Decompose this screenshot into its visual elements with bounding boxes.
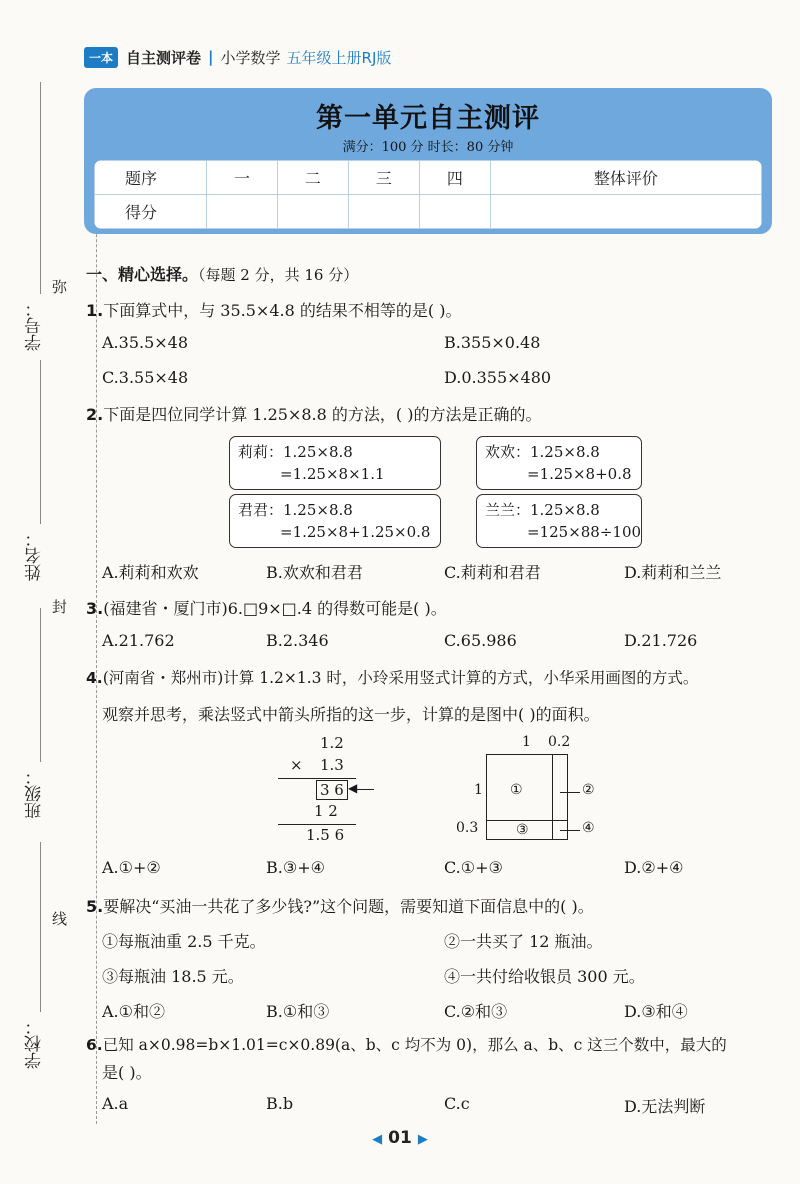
calc-line: 莉莉：1.25×8.8 [238, 443, 353, 461]
calc-line: =125×88÷100 [527, 523, 642, 541]
height-label-2: 0.3 [456, 820, 479, 836]
vertical-divider [552, 754, 553, 840]
header-divider: | [208, 48, 214, 66]
series-name: 自主测评卷 [126, 48, 202, 67]
row-header-cell: 题序 [95, 161, 207, 195]
seal-char-3: 线 [52, 910, 68, 928]
option-c[interactable]: C.莉莉和君君 [444, 563, 541, 582]
question-text: 要解决“买油一共花了多少钱?”这个问题，需要知道下面信息中的( )。 [103, 897, 594, 916]
calc-box-huanhuan [476, 436, 642, 490]
col-header: 整体评价 [490, 161, 761, 195]
question-number: 1. [86, 301, 104, 320]
calc-line: 欢欢：1.25×8.8 [485, 443, 600, 461]
option-d[interactable]: D.②+④ [624, 858, 684, 877]
question-number: 5. [86, 897, 104, 916]
rule-line [278, 824, 356, 825]
area-figure [456, 734, 616, 850]
product: 1.5 6 [306, 826, 345, 844]
option-a[interactable]: A.35.5×48 [102, 333, 189, 352]
name-line [40, 360, 41, 524]
option-b[interactable]: B.①和③ [266, 1002, 330, 1021]
option-b[interactable]: B.③+④ [266, 858, 325, 877]
score-table [94, 160, 762, 229]
score-table-score-row [95, 195, 762, 229]
multiplicand: 1.2 [320, 734, 344, 752]
calc-box-lanlan [476, 494, 642, 548]
option-a[interactable]: A.莉莉和欢欢 [102, 563, 199, 582]
question-6 [86, 1033, 727, 1055]
col-header: 一 [207, 161, 278, 195]
option-c[interactable]: C.65.986 [444, 631, 517, 650]
width-label-2: 0.2 [548, 734, 571, 750]
pointer-line-2 [560, 792, 580, 793]
info-2: ②一共买了 12 瓶油。 [444, 932, 603, 951]
section-title: 一、精心选择。 [86, 265, 199, 284]
page-number: 01 [388, 1128, 412, 1148]
calc-box-junjun [229, 494, 441, 548]
section-note: （每题 2 分，共 16 分） [198, 266, 359, 284]
question-number: 4. [86, 669, 103, 687]
option-d[interactable]: D.③和④ [624, 1002, 688, 1021]
info-1: ①每瓶油重 2.5 千克。 [102, 932, 266, 951]
times-sign: × [290, 756, 303, 774]
question-1 [86, 298, 461, 321]
option-a[interactable]: A.①和② [102, 1002, 165, 1021]
option-a[interactable]: A.a [102, 1094, 129, 1113]
option-a[interactable]: A.21.762 [102, 631, 175, 650]
horizontal-divider [486, 820, 568, 821]
option-b[interactable]: B.欢欢和君君 [266, 563, 363, 582]
score-cell[interactable] [490, 195, 761, 229]
score-table-header-row [95, 161, 762, 195]
region-1: ① [510, 782, 523, 798]
region-2: ② [582, 782, 595, 798]
option-a[interactable]: A.①+② [102, 858, 161, 877]
option-b[interactable]: B.2.346 [266, 631, 329, 650]
width-label-1: 1 [522, 734, 531, 750]
grade-name: 五年级上册RJ版 [286, 48, 392, 67]
pointer-line-4 [560, 830, 580, 831]
option-b[interactable]: B.b [266, 1094, 294, 1113]
prev-page-icon[interactable]: ◀ [372, 1132, 383, 1147]
question-4-cont: 观察并思考，乘法竖式中箭头所指的这一步，计算的是图中( )的面积。 [102, 705, 600, 724]
page-header [84, 46, 391, 68]
option-c[interactable]: C.①+③ [444, 858, 503, 877]
option-d[interactable]: D.0.355×480 [444, 368, 552, 387]
class-line [40, 608, 41, 762]
question-4 [86, 666, 698, 688]
multiplier: 1.3 [320, 756, 344, 774]
col-header: 四 [419, 161, 490, 195]
question-number: 2. [86, 405, 104, 424]
info-3: ③每瓶油 18.5 元。 [102, 967, 244, 986]
seal-char-1: 弥 [52, 278, 68, 296]
arrow-head-icon: ◀ [348, 781, 358, 795]
question-6-cont: 是( )。 [102, 1063, 152, 1082]
class-label: 班级： [25, 768, 45, 819]
height-label-1: 1 [474, 782, 483, 798]
brand-logo: 一本 [84, 47, 118, 68]
exam-info: 满分：100 分 时长：80 分钟 [342, 140, 514, 155]
info-4: ④一共付给收银员 300 元。 [444, 967, 645, 986]
option-d[interactable]: D.莉莉和兰兰 [624, 563, 722, 582]
question-text: 已知 a×0.98=b×1.01=c×0.89(a、b、c 均不为 0)，那么 a、b、c 这三个数中，最大的 [102, 1036, 727, 1054]
question-text: (福建省・厦门市)6.□9×□.4 的得数可能是( )。 [103, 599, 447, 618]
question-5 [86, 894, 594, 917]
name-label: 姓名： [25, 530, 45, 581]
calc-line: =1.25×8+1.25×0.8 [280, 523, 431, 541]
option-d[interactable]: D.21.726 [624, 631, 698, 650]
option-c[interactable]: C.c [444, 1094, 470, 1113]
calc-line: =1.25×8+0.8 [527, 465, 632, 483]
student-no-line [40, 82, 41, 294]
calc-line: 君君：1.25×8.8 [238, 501, 353, 519]
partial-product-boxed: 3 6 [316, 780, 348, 800]
score-cell[interactable] [419, 195, 490, 229]
exam-title: 第一单元自主测评 [316, 103, 540, 134]
question-number: 6. [86, 1036, 103, 1054]
calc-box-lili [229, 436, 441, 490]
score-cell[interactable] [207, 195, 278, 229]
student-no-label: 学号： [25, 300, 45, 351]
option-c[interactable]: C.3.55×48 [102, 368, 189, 387]
partial-product-2: 1 2 [314, 802, 338, 820]
page-footer [0, 1128, 800, 1148]
question-3 [86, 596, 447, 619]
col-header: 二 [277, 161, 348, 195]
question-2 [86, 402, 541, 425]
school-label: 学校： [25, 1018, 45, 1069]
col-header: 三 [348, 161, 419, 195]
calc-line: 兰兰：1.25×8.8 [485, 501, 600, 519]
region-4: ④ [582, 820, 595, 836]
next-page-icon[interactable]: ▶ [417, 1132, 428, 1147]
question-text: (河南省・郑州市)计算 1.2×1.3 时，小玲采用竖式计算的方式，小华采用画图的方式。 [102, 669, 699, 687]
score-panel [84, 88, 772, 234]
option-d[interactable]: D.无法判断 [624, 1097, 706, 1116]
school-line [40, 842, 41, 1012]
score-label-cell: 得分 [95, 195, 207, 229]
question-text: 下面是四位同学计算 1.25×8.8 的方法，( )的方法是正确的。 [103, 405, 542, 424]
seal-char-2: 封 [52, 598, 68, 616]
vertical-multiplication [276, 734, 386, 846]
option-c[interactable]: C.②和③ [444, 1002, 508, 1021]
rule-line [278, 778, 356, 779]
section-heading [86, 262, 358, 285]
score-cell[interactable] [277, 195, 348, 229]
region-3: ③ [516, 822, 529, 838]
calc-line: =1.25×8×1.1 [280, 465, 385, 483]
score-cell[interactable] [348, 195, 419, 229]
question-text: 下面算式中，与 35.5×4.8 的结果不相等的是( )。 [103, 301, 462, 320]
option-b[interactable]: B.355×0.48 [444, 333, 541, 352]
question-number: 3. [86, 599, 104, 618]
subject-name: 小学数学 [220, 48, 281, 67]
